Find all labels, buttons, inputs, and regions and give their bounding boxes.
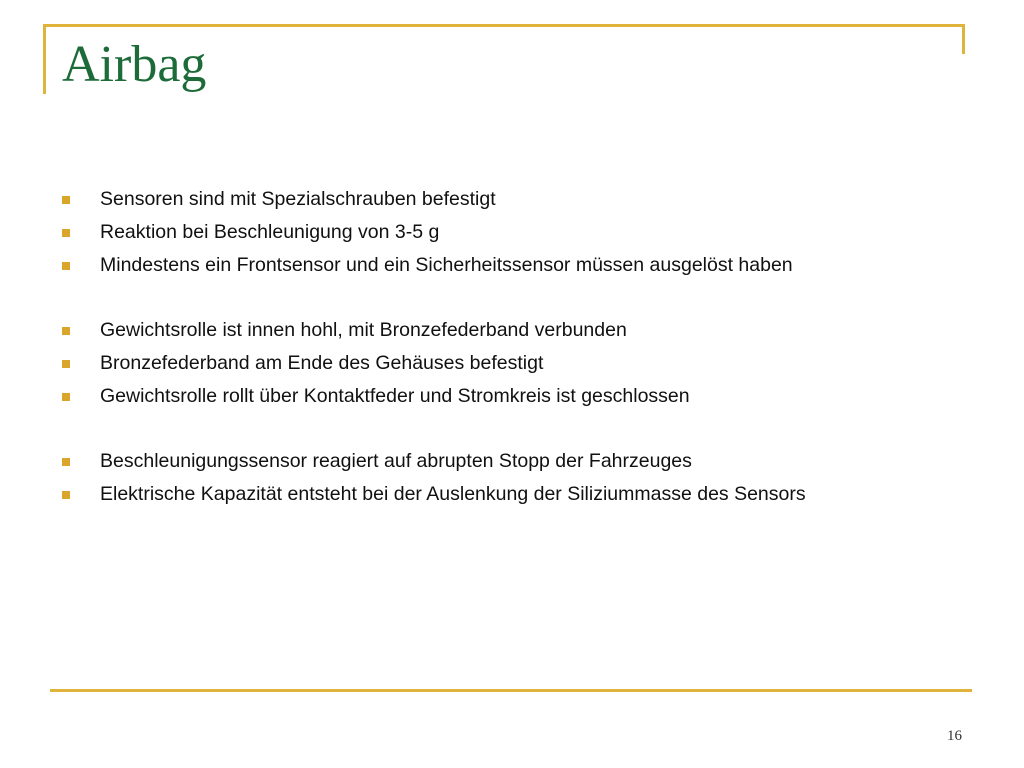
bullet-text: Beschleunigungssensor reagiert auf abrupten Stopp der Fahrzeuges: [100, 450, 692, 472]
bullet-text: Mindestens ein Frontsensor und ein Sicherheitssensor müssen ausgelöst haben: [100, 254, 793, 276]
square-bullet-icon: [62, 393, 70, 401]
bullet-text: Sensoren sind mit Spezialschrauben befestigt: [100, 188, 496, 210]
bullet-item: [62, 347, 962, 380]
slide-title: Airbag: [62, 36, 207, 93]
square-bullet-icon: [62, 491, 70, 499]
bullet-item: [62, 183, 962, 216]
right-accent-line: [962, 24, 965, 54]
bullet-text: Bronzefederband am Ende des Gehäuses befestigt: [100, 352, 544, 374]
footer-accent-line: [50, 689, 972, 692]
square-bullet-icon: [62, 360, 70, 368]
top-accent-line: [43, 24, 965, 27]
square-bullet-icon: [62, 327, 70, 335]
bullet-text: Reaktion bei Beschleunigung von 3-5 g: [100, 221, 440, 243]
bullet-item: [62, 445, 962, 478]
bullet-item: [62, 216, 962, 249]
square-bullet-icon: [62, 262, 70, 270]
bullet-item: [62, 249, 962, 282]
bullet-text: Elektrische Kapazität entsteht bei der Auslenkung der Siliziummasse des Sensors: [100, 483, 806, 505]
bullet-list: [62, 183, 962, 511]
bullet-item: [62, 478, 962, 511]
square-bullet-icon: [62, 458, 70, 466]
bullet-item: [62, 314, 962, 347]
square-bullet-icon: [62, 229, 70, 237]
bullet-item: [62, 380, 962, 413]
square-bullet-icon: [62, 196, 70, 204]
page-number: 16: [947, 728, 962, 744]
bullet-text: Gewichtsrolle rollt über Kontaktfeder und Stromkreis ist geschlossen: [100, 385, 690, 407]
left-accent-line: [43, 24, 46, 94]
bullet-text: Gewichtsrolle ist innen hohl, mit Bronzefederband verbunden: [100, 319, 627, 341]
